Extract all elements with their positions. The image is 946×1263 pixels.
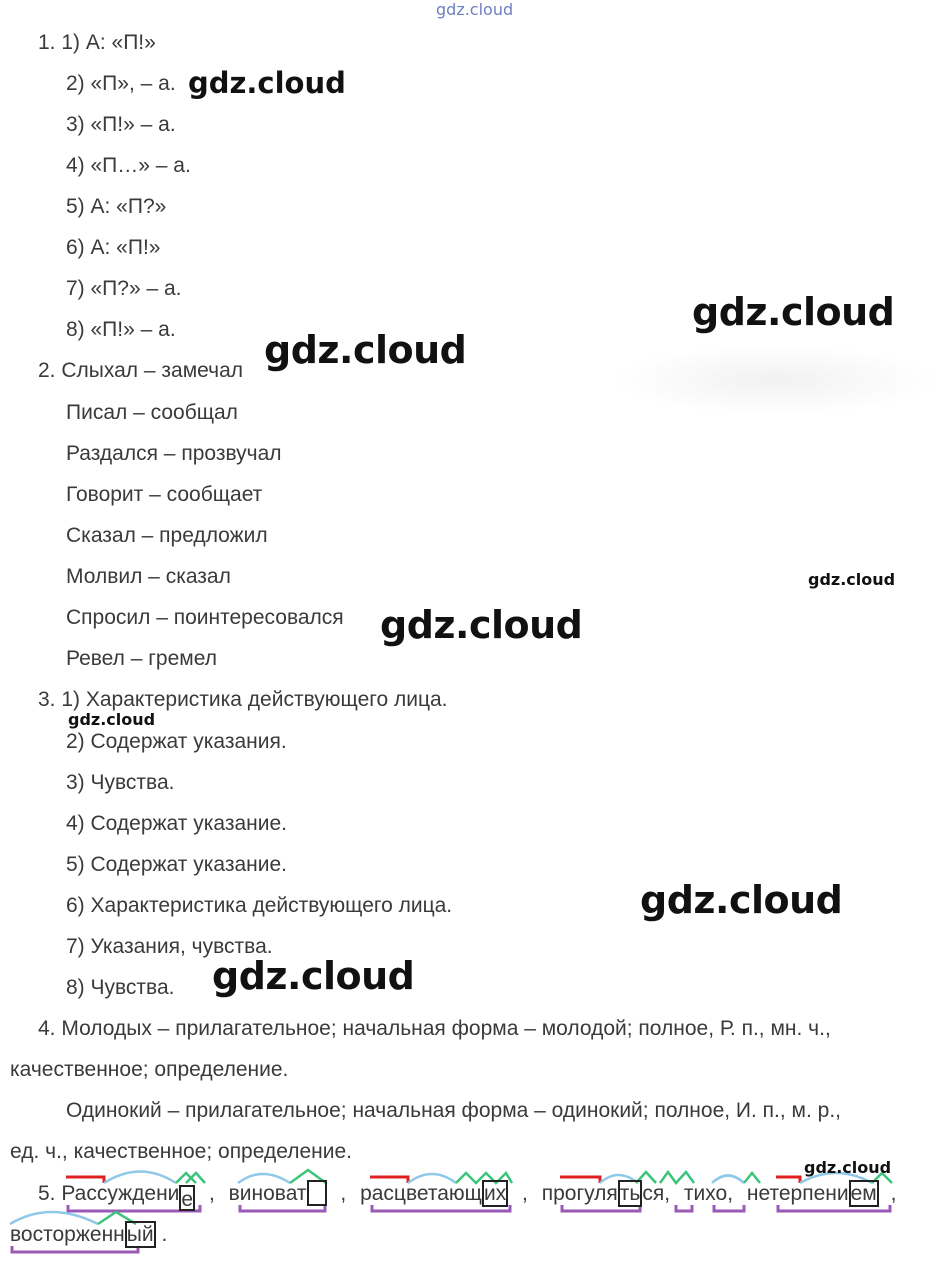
task3-line-1: 3. 1) Характеристика действующего лица.: [38, 688, 448, 711]
task3-line-4: 4) Содержат указание.: [66, 812, 287, 835]
task5-line-2: восторженный .: [10, 1223, 168, 1246]
word-rastsvetayushchikh: расцветающих: [360, 1182, 507, 1205]
word-rassuzhdenie: Рассуждение: [61, 1182, 194, 1211]
ending-box: е: [179, 1185, 195, 1211]
task1-line-5: 5) А: «П?»: [66, 195, 167, 218]
word-neterpeniem: нетерпением: [746, 1182, 877, 1205]
task5-line-1: 5. Рассуждение , виноват , расцветающих , прогуляться, тихо, нетерпением ,: [38, 1182, 897, 1211]
task2-line-6: Молвил – сказал: [66, 565, 231, 588]
task2-line-7: Спросил – поинтересовался: [66, 606, 344, 629]
task2-line-4: Говорит – сообщает: [66, 483, 263, 506]
ending-box: [307, 1180, 327, 1206]
task4-line-2: качественное; определение.: [10, 1058, 289, 1081]
task3-line-5: 5) Содержат указание.: [66, 853, 287, 876]
watermark-top: gdz.cloud: [436, 0, 514, 19]
task2-line-5: Сказал – предложил: [66, 524, 268, 547]
watermark: gdz.cloud: [804, 1158, 892, 1177]
task3-line-3: 3) Чувства.: [66, 771, 175, 794]
task4-line-1: 4. Молодых – прилагательное; начальная форма – молодой; полное, Р. п., мн. ч.,: [38, 1017, 831, 1040]
task3-line-8: 8) Чувства.: [66, 976, 175, 999]
task4-line-4: ед. ч., качественное; определение.: [10, 1140, 352, 1163]
task2-line-2: Писал – сообщал: [66, 401, 238, 424]
watermark: gdz.cloud: [808, 570, 896, 589]
task1-line-7: 7) «П?» – а.: [66, 277, 182, 300]
task4-line-3: Одинокий – прилагательное; начальная форма – одинокий; полное, И. п., м. р.,: [66, 1099, 842, 1122]
task1-line-3: 3) «П!» – а.: [66, 113, 176, 136]
task3-line-6: 6) Характеристика действующего лица.: [66, 894, 453, 917]
task1-line-2: 2) «П», – а.: [66, 72, 176, 95]
watermark: gdz.cloud: [188, 66, 346, 100]
task1-line-6: 6) А: «П!»: [66, 236, 161, 259]
word-vinovat: виноват: [229, 1182, 327, 1205]
watermark: gdz.cloud: [692, 290, 895, 334]
task3-line-7: 7) Указания, чувства.: [66, 935, 273, 958]
word-tikho: тихо: [683, 1182, 728, 1205]
watermark: gdz.cloud: [68, 710, 156, 729]
watermark: gdz.cloud: [380, 603, 583, 647]
watermark: gdz.cloud: [264, 328, 467, 372]
task3-line-2: 2) Содержат указания.: [66, 730, 287, 753]
word-vostorzhenny: восторженный: [10, 1223, 154, 1246]
ghost-watermark: [610, 345, 940, 415]
task1-line-4: 4) «П…» – а.: [66, 154, 191, 177]
word-progulyatsya: прогуляться: [541, 1182, 665, 1205]
task2-line-8: Ревел – гремел: [66, 647, 217, 670]
task2-line-1: 2. Слыхал – замечал: [38, 359, 244, 382]
task1-line-8: 8) «П!» – а.: [66, 318, 176, 341]
task2-line-3: Раздался – прозвучал: [66, 442, 282, 465]
watermark: gdz.cloud: [212, 954, 415, 998]
watermark: gdz.cloud: [640, 878, 843, 922]
task1-line-1: 1. 1) А: «П!»: [38, 31, 156, 54]
task5-number: 5.: [38, 1182, 56, 1205]
